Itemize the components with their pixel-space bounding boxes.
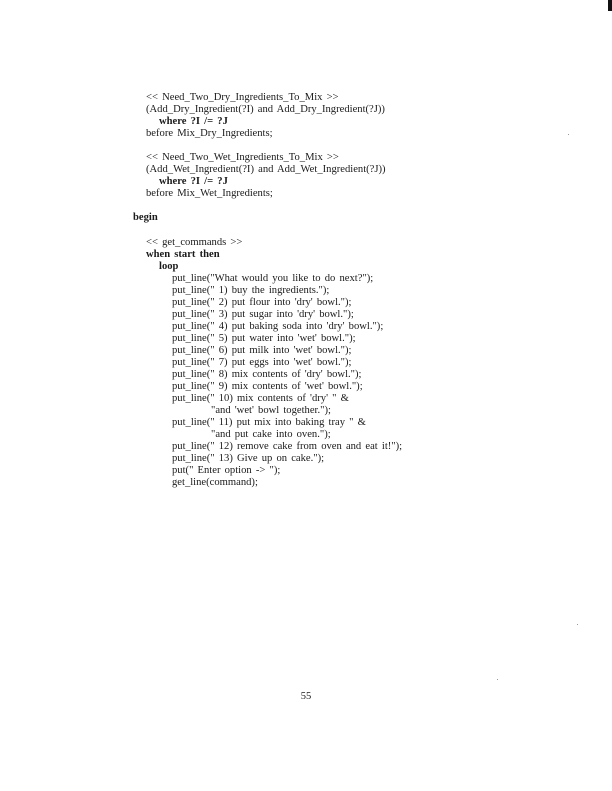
code-line-option-6: put_line(" 6) put milk into 'wet' bowl."); bbox=[172, 345, 352, 356]
code-line-option-12: put_line(" 12) remove cake from oven and eat it!"); bbox=[172, 441, 403, 452]
code-line-where-wet: where ?I /= ?J bbox=[159, 176, 228, 187]
code-line-option-11: put_line(" 11) put mix into baking tray " & bbox=[172, 417, 366, 428]
code-line-loop: loop bbox=[159, 261, 179, 272]
code-line-option-3: put_line(" 3) put sugar into 'dry' bowl."); bbox=[172, 309, 354, 320]
code-line-option-13: put_line(" 13) Give up on cake."); bbox=[172, 453, 325, 464]
code-line-before-mix-dry: before Mix_Dry_Ingredients; bbox=[146, 128, 273, 139]
code-line-need-two-dry-label: << Need_Two_Dry_Ingredients_To_Mix >> bbox=[146, 92, 339, 103]
code-line-prompt: put_line("What would you like to do next?"); bbox=[172, 273, 374, 284]
code-line-option-9: put_line(" 9) mix contents of 'wet' bowl."); bbox=[172, 381, 363, 392]
code-line-need-two-wet-label: << Need_Two_Wet_Ingredients_To_Mix >> bbox=[146, 152, 339, 163]
scan-speck bbox=[497, 679, 498, 680]
code-line-option-1: put_line(" 1) buy the ingredients."); bbox=[172, 285, 330, 296]
code-line-enter-option: put(" Enter option -> "); bbox=[172, 465, 281, 476]
code-line-before-mix-wet: before Mix_Wet_Ingredients; bbox=[146, 188, 273, 199]
code-line-get-commands-label: << get_commands >> bbox=[146, 237, 243, 248]
code-line-option-2: put_line(" 2) put flour into 'dry' bowl."); bbox=[172, 297, 352, 308]
code-line-option-11-continued: "and put cake into oven."); bbox=[211, 429, 331, 440]
code-line-add-wet-ingredients: (Add_Wet_Ingredient(?I) and Add_Wet_Ingredient(?J)) bbox=[146, 164, 386, 175]
code-line-add-dry-ingredients: (Add_Dry_Ingredient(?I) and Add_Dry_Ingredient(?J)) bbox=[146, 104, 385, 115]
code-line-option-5: put_line(" 5) put water into 'wet' bowl."); bbox=[172, 333, 356, 344]
code-line-begin: begin bbox=[133, 212, 158, 223]
code-line-option-8: put_line(" 8) mix contents of 'dry' bowl."); bbox=[172, 369, 362, 380]
code-line-option-10: put_line(" 10) mix contents of 'dry' " & bbox=[172, 393, 349, 404]
scan-speck bbox=[577, 624, 578, 625]
page-edge-mark bbox=[608, 0, 612, 11]
code-line-option-7: put_line(" 7) put eggs into 'wet' bowl."); bbox=[172, 357, 352, 368]
code-line-get-line: get_line(command); bbox=[172, 477, 258, 488]
code-line-option-4: put_line(" 4) put baking soda into 'dry' bowl."); bbox=[172, 321, 384, 332]
scan-speck bbox=[568, 134, 569, 135]
code-line-where-dry: where ?I /= ?J bbox=[159, 116, 228, 127]
code-line-option-10-continued: "and 'wet' bowl together."); bbox=[211, 405, 331, 416]
code-line-when-start: when start then bbox=[146, 249, 220, 260]
page-number: 55 bbox=[300, 691, 312, 702]
